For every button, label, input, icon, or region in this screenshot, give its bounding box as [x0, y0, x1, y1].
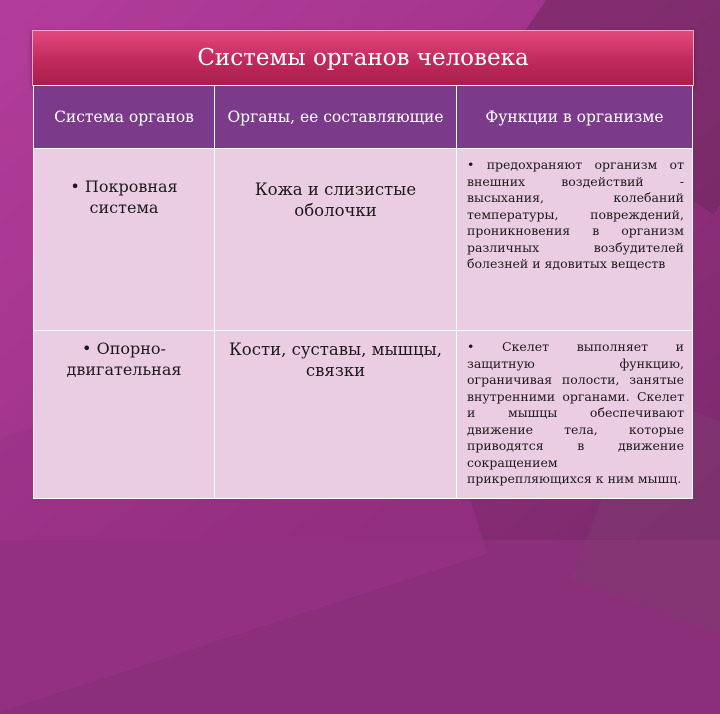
table-row: [34, 149, 693, 331]
header-system: Система органов: [34, 86, 215, 149]
cell-functions: • Скелет выполняет и защитную функцию, ограничивая полости, занятые внутренними органами. Скелет и мышцы обеспечивают движение тела, которые приводятся в движение сокращением прикрепляющихся к ним мышц.: [457, 331, 693, 499]
cell-functions: • предохраняют организм от внешних воздействий - высыхания, колебаний температуры, повреждений, проникновения в организм различных возбудителей болезней и ядовитых веществ: [457, 149, 693, 331]
cell-organs: Кости, суставы, мышцы, связки: [215, 331, 457, 499]
cell-system: • Покровная система: [34, 149, 215, 331]
cell-system: • Опорно-двигательная: [34, 331, 215, 499]
organ-systems-table: [33, 85, 693, 499]
table-row: [34, 331, 693, 499]
header-organs: Органы, ее составляющие: [215, 86, 457, 149]
title-bar: [32, 30, 694, 86]
header-functions: Функции в организме: [457, 86, 693, 149]
slide-title: Системы органов человека: [197, 45, 529, 71]
table-header-row: [34, 86, 693, 149]
cell-organs: Кожа и слизистые оболочки: [215, 149, 457, 331]
